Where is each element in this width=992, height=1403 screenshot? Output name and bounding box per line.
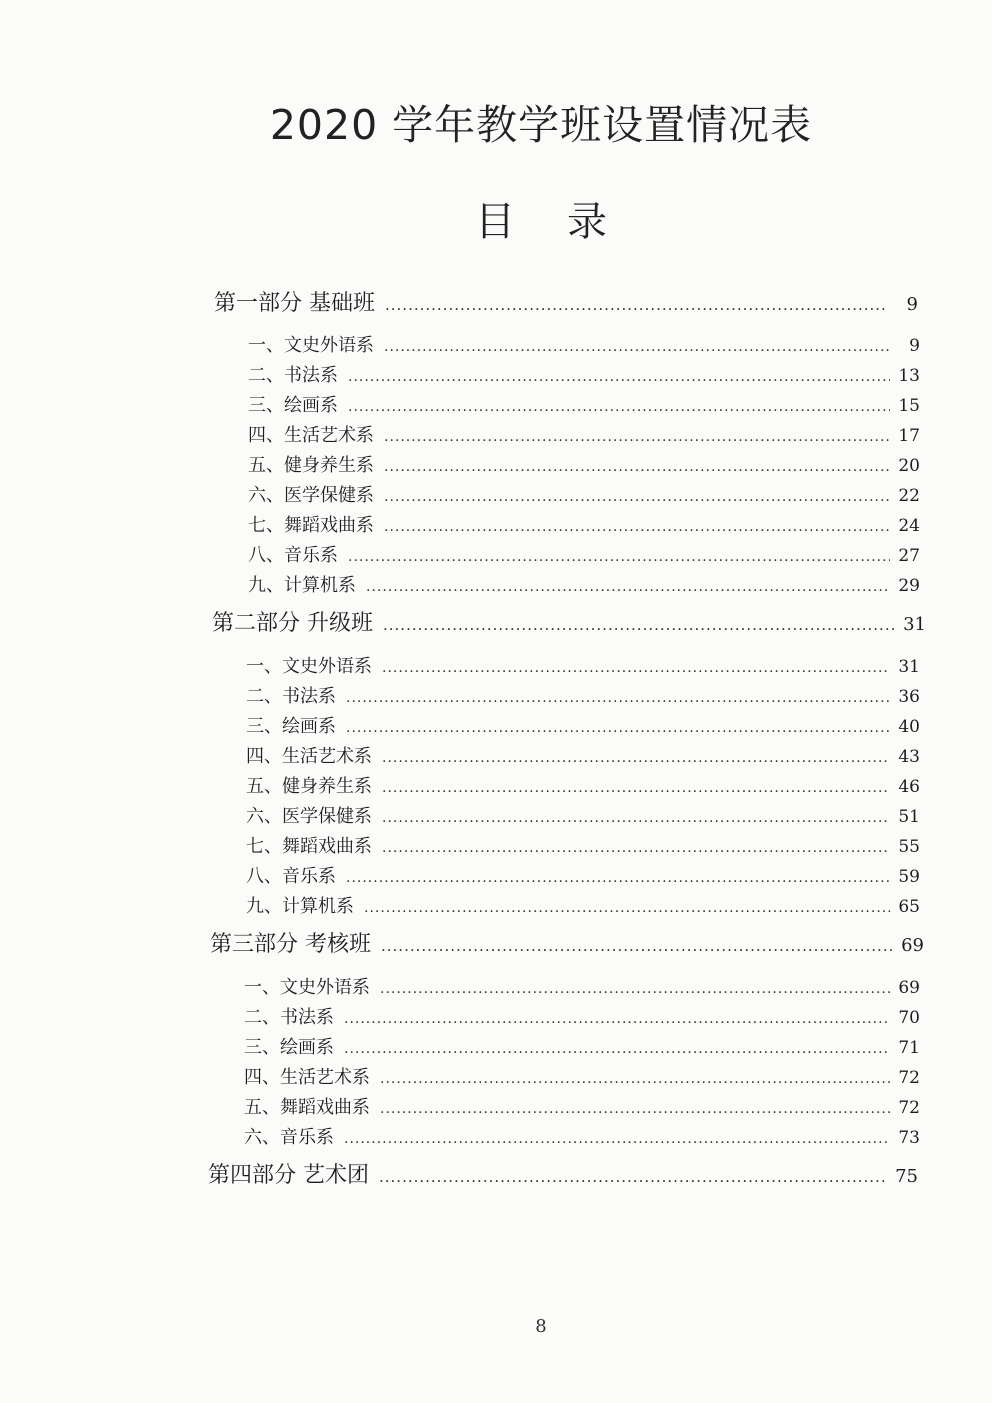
leader-dots — [380, 1101, 890, 1117]
toc-section-label: 九、计算机系 — [248, 575, 356, 596]
toc-section[interactable] — [246, 682, 920, 708]
toc-page-number: 69 — [898, 978, 920, 998]
leader-dots — [382, 660, 890, 676]
toc-section-label: 五、健身养生系 — [246, 776, 372, 797]
toc-section[interactable] — [248, 361, 920, 387]
toc-section-label: 六、医学保健系 — [248, 485, 374, 506]
leader-dots — [384, 459, 890, 475]
toc-heading-char: 目 — [475, 199, 515, 245]
toc-section[interactable] — [246, 742, 920, 768]
toc-section-label: 三、绘画系 — [246, 716, 336, 737]
toc-page-number: 46 — [898, 777, 920, 797]
toc-section-label: 四、生活艺术系 — [244, 1067, 370, 1088]
leader-dots — [382, 750, 890, 766]
toc-section-label: 一、文史外语系 — [244, 977, 370, 998]
toc-part-label: 第二部分 升级班 — [212, 611, 373, 636]
toc-part-4[interactable] — [208, 1158, 918, 1189]
toc-section[interactable] — [248, 421, 920, 447]
toc-section[interactable] — [246, 772, 920, 798]
toc-page-number: 65 — [898, 897, 920, 917]
toc-section-label: 一、文史外语系 — [248, 335, 374, 356]
toc-section[interactable] — [246, 802, 920, 828]
toc-section-label: 八、音乐系 — [248, 545, 338, 566]
page-number-footer: 8 — [535, 1316, 547, 1337]
toc-part-label: 第一部分 基础班 — [214, 291, 375, 316]
toc-section-label: 三、绘画系 — [244, 1037, 334, 1058]
leader-dots — [384, 519, 890, 535]
toc-page-number: 51 — [898, 807, 920, 827]
toc-section[interactable] — [244, 1093, 920, 1119]
toc-page-number: 40 — [898, 717, 920, 737]
toc-section[interactable] — [244, 1063, 920, 1089]
toc-part-2[interactable] — [212, 606, 926, 637]
toc-part-label: 第四部分 艺术团 — [208, 1163, 369, 1188]
toc-section-label: 一、文史外语系 — [246, 656, 372, 677]
toc-section[interactable] — [248, 541, 920, 567]
toc-section[interactable] — [248, 511, 920, 537]
toc-section[interactable] — [248, 451, 920, 477]
toc-section[interactable] — [246, 862, 920, 888]
toc-section-label: 六、医学保健系 — [246, 806, 372, 827]
leader-dots — [383, 616, 895, 634]
toc-page-number: 27 — [898, 546, 920, 566]
toc-page-number: 72 — [898, 1098, 920, 1118]
toc-page-number: 36 — [898, 687, 920, 707]
leader-dots — [382, 780, 890, 796]
toc-heading-char: 录 — [567, 199, 607, 245]
toc-section[interactable] — [248, 571, 920, 597]
toc-section-label: 六、音乐系 — [244, 1127, 334, 1148]
toc-section[interactable] — [244, 1033, 920, 1059]
toc-part-3[interactable] — [210, 927, 924, 958]
leader-dots — [344, 1041, 890, 1057]
toc-page-number: 9 — [906, 294, 918, 315]
toc-page-number: 29 — [898, 576, 920, 596]
toc-page-number: 31 — [903, 614, 926, 635]
leader-dots — [344, 1131, 890, 1147]
toc-page-number: 31 — [898, 657, 920, 677]
toc-section[interactable] — [246, 652, 920, 678]
toc-section[interactable] — [246, 712, 920, 738]
toc-section[interactable] — [246, 832, 920, 858]
toc-section[interactable] — [244, 1003, 920, 1029]
toc-page-number: 75 — [895, 1166, 918, 1187]
toc-page-number: 72 — [898, 1068, 920, 1088]
leader-dots — [366, 579, 890, 595]
toc-page-number: 59 — [898, 867, 920, 887]
toc-section-label: 二、书法系 — [248, 365, 338, 386]
toc-page-number: 17 — [898, 426, 920, 446]
toc-section-label: 七、舞蹈戏曲系 — [246, 836, 372, 857]
toc-section[interactable] — [246, 892, 920, 918]
toc-page-number: 13 — [898, 366, 920, 386]
toc-section-label: 二、书法系 — [244, 1007, 334, 1028]
toc-page-number: 69 — [901, 935, 924, 956]
toc-page-number: 71 — [898, 1038, 920, 1058]
leader-dots — [385, 296, 888, 314]
leader-dots — [380, 981, 890, 997]
document-title: 2020 学年教学班设置情况表 — [269, 101, 813, 149]
toc-section-label: 四、生活艺术系 — [248, 425, 374, 446]
leader-dots — [382, 810, 890, 826]
toc-page-number: 73 — [898, 1128, 920, 1148]
toc-section-label: 九、计算机系 — [246, 896, 354, 917]
toc-part-1[interactable] — [214, 286, 918, 317]
toc-page-number: 24 — [898, 516, 920, 536]
toc-page-number: 22 — [898, 486, 920, 506]
toc-page-number: 15 — [898, 396, 920, 416]
leader-dots — [348, 399, 890, 415]
toc-heading — [0, 190, 992, 247]
toc-page-number: 9 — [909, 336, 920, 356]
toc-section-label: 七、舞蹈戏曲系 — [248, 515, 374, 536]
leader-dots — [346, 690, 890, 706]
leader-dots — [364, 900, 890, 916]
toc-part-label: 第三部分 考核班 — [210, 932, 371, 957]
toc-section-label: 八、音乐系 — [246, 866, 336, 887]
toc-page-number: 20 — [898, 456, 920, 476]
leader-dots — [380, 1071, 890, 1087]
leader-dots — [384, 429, 890, 445]
toc-section-label: 二、书法系 — [246, 686, 336, 707]
toc-section[interactable] — [244, 1123, 920, 1149]
leader-dots — [346, 870, 890, 886]
toc-section-label: 五、健身养生系 — [248, 455, 374, 476]
toc-section[interactable] — [248, 481, 920, 507]
leader-dots — [379, 1168, 887, 1186]
toc-page-number: 55 — [898, 837, 920, 857]
leader-dots — [344, 1011, 890, 1027]
toc-section-label: 五、舞蹈戏曲系 — [244, 1097, 370, 1118]
toc-section-label: 三、绘画系 — [248, 395, 338, 416]
toc-section[interactable] — [244, 973, 920, 999]
leader-dots — [348, 369, 890, 385]
toc-section[interactable] — [248, 331, 920, 357]
toc-section[interactable] — [248, 391, 920, 417]
toc-page-number: 70 — [898, 1008, 920, 1028]
leader-dots — [381, 937, 893, 955]
leader-dots — [384, 489, 890, 505]
leader-dots — [382, 840, 890, 856]
leader-dots — [348, 549, 890, 565]
toc-section-label: 四、生活艺术系 — [246, 746, 372, 767]
leader-dots — [346, 720, 890, 736]
leader-dots — [384, 339, 890, 355]
toc-page-number: 43 — [898, 747, 920, 767]
